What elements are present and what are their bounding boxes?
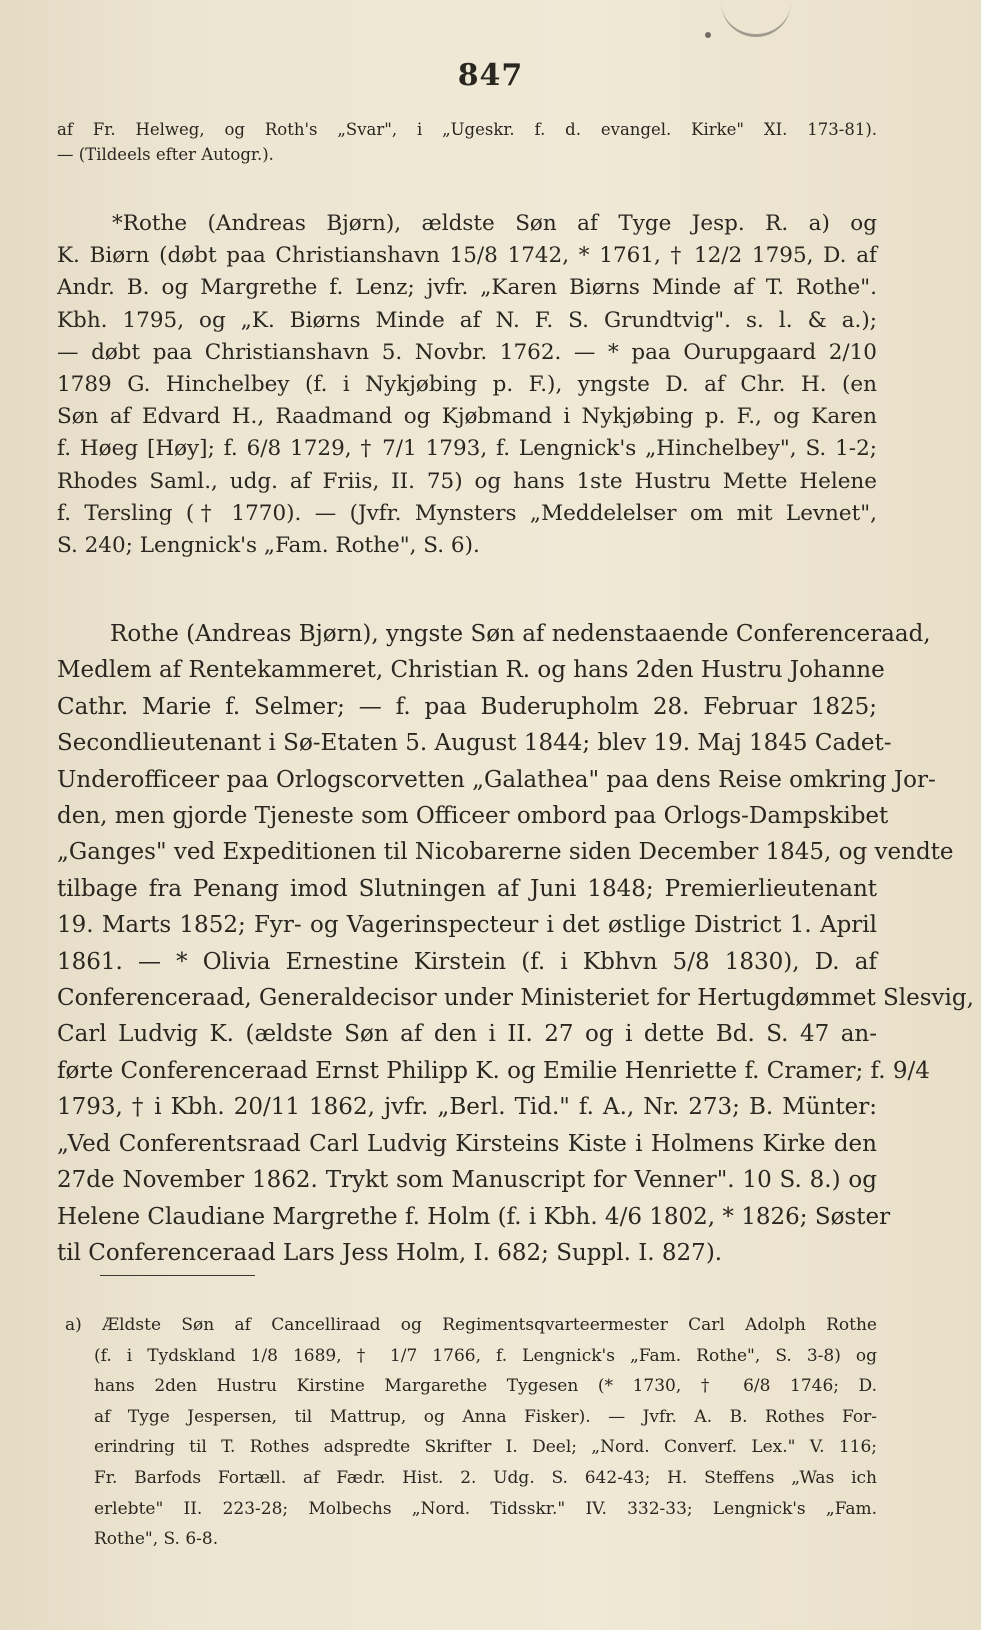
text-line: K. Biørn (døbt paa Christianshavn 15/8 1742, * 1761, † 12/2 1795, D. af [57,243,877,269]
footnote-line: af Tyge Jespersen, til Mattrup, og Anna Fisker). — Jvfr. A. B. Rothes For- [94,1406,877,1427]
ink-spot [705,32,711,38]
text-line: 1789 G. Hinchelbey (f. i Nykjøbing p. F.), yngste D. af Chr. H. (en [57,372,877,398]
text-line: Kbh. 1795, og „K. Biørns Minde af N. F. S. Grundtvig". s. l. & a.); [57,307,877,333]
footnote-rule [100,1275,255,1276]
footnote-line: Fr. Barfods Fortæll. af Fædr. Hist. 2. Udg. S. 642-43; H. Steffens „Was ich [94,1467,877,1488]
footnote-line: Rothe", S. 6-8. [94,1529,219,1550]
text-line: 19. Marts 1852; Fyr- og Vagerinspecteur i det østlige District 1. April [57,912,877,939]
footnote-line: erlebte" II. 223-28; Molbechs „Nord. Tidsskr." IV. 332-33; Lengnick's „Fam. [94,1498,877,1519]
text-line: Underofficeer paa Orlogscorvetten „Galathea" paa dens Reise omkring Jor- [57,766,936,793]
text-line: — (Tildeels efter Autogr.). [57,144,274,164]
text-line: Rhodes Saml., udg. af Friis, II. 75) og hans 1ste Hustru Mette Helene [57,468,877,494]
text-line: Rothe (Andreas Bjørn), yngste Søn af nedenstaaende Conferenceraad, [110,621,931,647]
text-line: Medlem af Rentekammeret, Christian R. og hans 2den Hustru Johanne [57,657,885,684]
text-line: Secondlieutenant i Sø-Etaten 5. August 1844; blev 19. Maj 1845 Cadet- [57,730,892,757]
text-line: f. Høeg [Høy]; f. 6/8 1729, † 7/1 1793, f. Lengnick's „Hinchelbey", S. 1-2; [57,436,877,462]
text-line: *Rothe (Andreas Bjørn), ældste Søn af Tyge Jesp. R. a) og [112,211,877,236]
text-line: den, men gjorde Tjeneste som Officeer ombord paa Orlogs-Dampskibet [57,803,889,830]
text-line: f. Tersling († 1770). — (Jvfr. Mynsters „Meddelelser om mit Levnet", [57,500,877,526]
text-line: 1861. — * Olivia Ernestine Kirstein (f. i Kbhvn 5/8 1830), D. af [57,948,877,975]
footnotes-block [57,1310,877,1555]
text-line: 27de November 1862. Trykt som Manuscript for Venner". 10 S. 8.) og [57,1167,877,1194]
text-line: Helene Claudiane Margrethe f. Holm (f. i Kbh. 4/6 1802, * 1826; Søster [57,1203,891,1230]
text-line: tilbage fra Penang imod Slutningen af Juni 1848; Premierlieutenant [57,875,877,902]
text-line: Andr. B. og Margrethe f. Lenz; jvfr. „Karen Biørns Minde af T. Rothe". [57,275,877,301]
footnote-line: hans 2den Hustru Kirstine Margarethe Tygesen (* 1730, † 6/8 1746; D. [94,1376,877,1397]
entry-rothe-andreas-bjorn-younger [57,616,974,1271]
text-line: førte Conferenceraad Ernst Philipp K. og Emilie Henriette f. Cramer; f. 9/4 [57,1057,930,1084]
footnote-line: erindring til T. Rothes adspredte Skrifter I. Deel; „Nord. Converf. Lex." V. 116; [94,1437,877,1458]
continuation-block [57,118,877,167]
text-line: til Conferenceraad Lars Jess Holm, I. 682; Suppl. I. 827). [57,1239,723,1266]
text-line: „Ved Conferentsraad Carl Ludvig Kirsteins Kiste i Holmens Kirke den [57,1130,877,1157]
page-number: 847 [457,58,524,93]
text-line: „Ganges" ved Expeditionen til Nicobarerne siden December 1845, og vendte [57,839,954,866]
text-line: Carl Ludvig K. (ældste Søn af den i II. 27 og i dette Bd. S. 47 an- [57,1021,877,1048]
footnote-line: a) Ældste Søn af Cancelliraad og Regimentsqvarteermester Carl Adolph Rothe [65,1315,877,1335]
text-line: Conferenceraad, Generaldecisor under Ministeriet for Hertugdømmet Slesvig, [57,985,974,1012]
entry-rothe-andreas-bjorn-elder [57,208,877,562]
corner-stain [721,0,791,37]
footnote-line: (f. i Tydskland 1/8 1689, † 1/7 1766, f. Lengnick's „Fam. Rothe", S. 3-8) og [94,1345,877,1366]
text-line: 1793, † i Kbh. 20/11 1862, jvfr. „Berl. Tid." f. A., Nr. 273; B. Münter: [57,1094,877,1121]
text-line: S. 240; Lengnick's „Fam. Rothe", S. 6). [57,533,480,559]
text-line: af Fr. Helweg, og Roth's „Svar", i „Ugeskr. f. d. evangel. Kirke" XI. 173-81). [57,120,877,139]
text-line: Søn af Edvard H., Raadmand og Kjøbmand i Nykjøbing p. F., og Karen [57,404,877,430]
text-line: Cathr. Marie f. Selmer; — f. paa Buderupholm 28. Februar 1825; [57,693,877,720]
text-line: — døbt paa Christianshavn 5. Novbr. 1762. — * paa Ourupgaard 2/10 [57,339,877,365]
